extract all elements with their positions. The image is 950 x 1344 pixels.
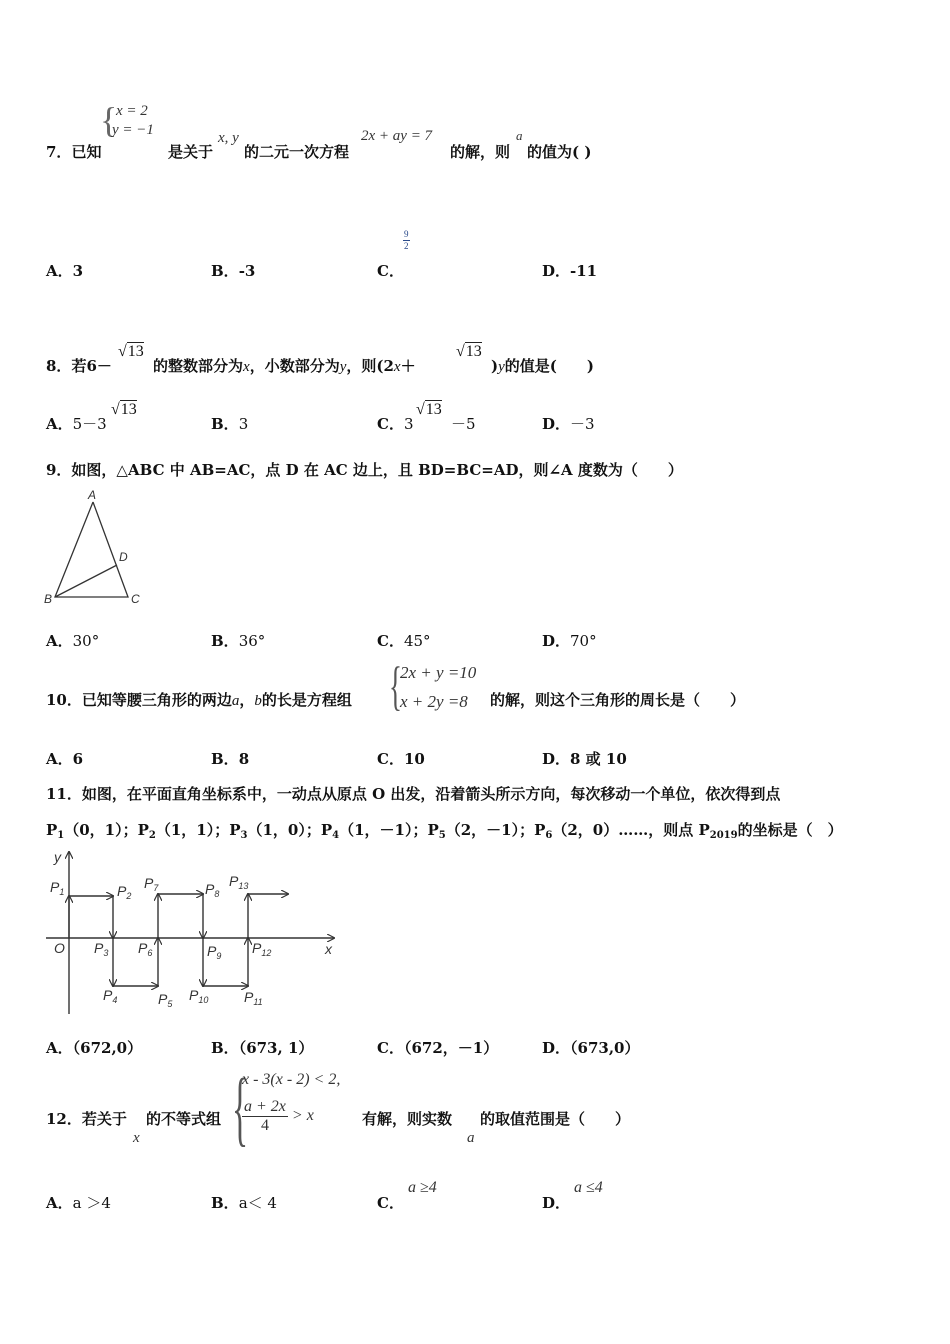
q11-label-p12: $P_{12}$ (252, 940, 272, 958)
q8-option-c[interactable] (377, 413, 414, 434)
q8-option-d[interactable] (542, 413, 595, 434)
q8-option-c-radicand: 13 (425, 401, 442, 418)
q12-option-d[interactable] (542, 1192, 570, 1213)
q9-option-b[interactable] (211, 630, 265, 651)
q7-system-line-2: y = −1 (112, 122, 154, 138)
q11-label-p6: $P_6$ (138, 940, 153, 958)
option-label: C． (377, 632, 404, 650)
q10-text-2: 的长是方程组 (261, 691, 352, 709)
q11-label-p5: $P_5$ (158, 991, 173, 1009)
q8-text-6: ) (491, 357, 499, 375)
q8-number: 8． (46, 357, 72, 375)
option-label: C． (377, 1194, 404, 1212)
q7-stem (46, 141, 101, 162)
option-label: D． (542, 1194, 571, 1212)
q7-var-a: a (516, 128, 523, 143)
q8-sqrt-2: √13 (456, 343, 482, 360)
q10-option-c[interactable] (377, 748, 425, 769)
q9-triangle-figure (40, 486, 150, 608)
q12-text-3: 有解，则实数 (362, 1110, 453, 1128)
q10-var-a: a (231, 693, 240, 709)
option-label: A． (46, 1194, 73, 1212)
q12-inequality-1: x - 3(x - 2) < 2, (242, 1071, 341, 1088)
q8-sqrt-1: √13 (118, 343, 144, 360)
q9-label-a: A (88, 488, 97, 502)
q11-point-1: $P_1(0$，1）； (46, 821, 138, 841)
option-label: D． (542, 415, 571, 433)
q9-triangle-edges (55, 502, 128, 597)
q7-text-1: 已知 (71, 143, 102, 161)
q11-label-x: x (325, 941, 332, 957)
q11-option-c[interactable] (377, 1037, 498, 1058)
option-value: 10 (403, 750, 425, 768)
q7-option-d[interactable] (542, 260, 597, 281)
option-label: C． (377, 1039, 404, 1057)
q8-text-3: ，小数部分为 (249, 357, 340, 375)
q9-option-a[interactable] (46, 630, 99, 651)
q12-fraction (242, 1098, 288, 1135)
q10-option-b[interactable] (211, 748, 249, 769)
option-value: 3 (403, 415, 414, 433)
q9-stem: 9．如图，△ABC 中 AB=AC，点 D 在 AC 边上，且 BD=BC=AD，则∠A 度数为（ ） (46, 461, 683, 479)
option-label: B． (211, 632, 239, 650)
q11-label-p10: $P_{10}$ (189, 987, 209, 1005)
q12-text-1: 12．若关于 (46, 1110, 127, 1128)
q8-var-y-2: y (498, 359, 505, 375)
q11-point-3: $P_3(1$，0）； (229, 821, 321, 841)
q8-text-7: 的值是( ) (504, 357, 594, 375)
q8-option-c-sqrt: √13 (416, 401, 442, 418)
q7-vars: x, y (218, 130, 239, 146)
option-value: 70° (570, 632, 597, 650)
option-value: （673, 1） (238, 1039, 314, 1057)
q11-label-y: y (54, 849, 61, 865)
option-value: （672,0） (72, 1039, 143, 1057)
option-value: 8 或 10 (570, 750, 627, 768)
option-value: -11 (570, 262, 598, 280)
option-value: 5－3 (72, 415, 107, 433)
q8-option-a[interactable] (46, 413, 107, 434)
q11-coordinate-figure (40, 846, 340, 1018)
q12-inequality-2 (242, 1098, 314, 1135)
q9-option-d[interactable] (542, 630, 597, 651)
q8-option-b[interactable] (211, 413, 248, 434)
q11-point-2: $P_2(1$，1）； (137, 821, 230, 841)
q7-option-c-fraction (403, 229, 410, 252)
q12-text-2: 的不等式组 (146, 1110, 222, 1128)
q10-system-line-2: x + 2y =8 (400, 692, 468, 711)
q7-option-c[interactable] (377, 260, 404, 281)
q11-point-2019: $P_{2019}$的坐标是（ ） (698, 821, 843, 841)
option-label: B． (211, 1039, 239, 1057)
q7-equation: 2x + ay = 7 (361, 128, 433, 144)
q12-option-a[interactable] (46, 1192, 111, 1213)
option-value: 3 (238, 415, 249, 433)
option-value: 8 (238, 750, 250, 768)
q11-point-5: $P_5(2$，－1）； (427, 821, 535, 841)
q12-option-d-value: a ≤4 (574, 1179, 603, 1196)
option-label: C． (377, 415, 404, 433)
q9-segment-bd (55, 565, 117, 597)
q9-label-b: B (44, 592, 53, 606)
option-value: -3 (238, 262, 256, 280)
q9-label-c: C (131, 592, 140, 606)
fraction-numerator: 9 (404, 229, 409, 239)
option-label: D． (542, 632, 571, 650)
q11-stem-line-1: 11．如图，在平面直角坐标系中，一动点从原点 O 出发，沿着箭头所示方向，每次移动一个单位，依次得到点 (46, 785, 781, 803)
option-label: B． (211, 1194, 239, 1212)
q11-option-d[interactable] (542, 1037, 640, 1058)
q11-option-b[interactable] (211, 1037, 313, 1058)
q11-label-p13: $P_{13}$ (229, 873, 249, 891)
q12-system-brace: { (232, 1062, 249, 1155)
q12-var-x: x (133, 1130, 140, 1146)
q7-option-a[interactable] (46, 260, 83, 281)
q7-system-line-1: x = 2 (116, 103, 148, 119)
option-value: a＜ 4 (238, 1194, 277, 1212)
q12-fraction-numerator: a + 2x (244, 1098, 286, 1115)
q10-text-3: 的解，则这个三角形的周长是（ ） (490, 691, 746, 709)
q8-stem-2 (153, 355, 416, 376)
q10-system-line-1: 2x + y =10 (400, 663, 477, 682)
option-value: 45° (403, 632, 431, 650)
q10-option-d[interactable] (542, 748, 627, 769)
q8-option-a-radicand: 13 (120, 401, 137, 418)
q8-option-a-sqrt: √13 (111, 401, 137, 418)
option-label: A． (46, 415, 73, 433)
q8-var-x: x (243, 359, 250, 375)
option-label: D． (542, 750, 571, 768)
q9-label-d: D (119, 550, 128, 564)
option-value: （672，－1） (403, 1039, 499, 1057)
q12-text-4: 的取值范围是（ ） (480, 1110, 631, 1128)
q11-label-p4: $P_4$ (103, 987, 118, 1005)
q10-var-b: b (254, 693, 262, 709)
q10-stem (46, 689, 352, 710)
q7-system-brace: { (100, 100, 118, 140)
q12-option-c[interactable] (377, 1192, 404, 1213)
option-value: 3 (72, 262, 84, 280)
q8-option-c-tail: －5 (451, 415, 476, 433)
q7-text-5: 的值为( ) (527, 143, 592, 161)
q11-label-p2: $P_2$ (117, 883, 132, 901)
q12-fraction-denominator: 4 (260, 1117, 269, 1134)
q11-label-origin: O (54, 940, 65, 956)
q8-text-2: 的整数部分为 (153, 357, 244, 375)
option-label: B． (211, 262, 239, 280)
q7-text-4: 的解，则 (450, 143, 511, 161)
q8-stem (46, 355, 112, 376)
q11-stem-line-2 (46, 819, 843, 841)
fraction-denominator: 2 (404, 241, 409, 251)
q11-label-p1: $P_1$ (50, 879, 65, 897)
option-label: B． (211, 750, 239, 768)
option-value: －3 (570, 415, 595, 433)
q8-var-x-2: x (393, 359, 401, 375)
option-value: a ＞4 (72, 1194, 111, 1212)
q11-label-p3: $P_3$ (94, 940, 109, 958)
option-label: A． (46, 262, 73, 280)
option-value: 6 (72, 750, 84, 768)
q9-option-c[interactable] (377, 630, 431, 651)
q8-sqrt-1-radicand: 13 (127, 343, 144, 360)
option-label: A． (46, 632, 73, 650)
q11-label-p8: $P_8$ (205, 881, 220, 899)
q7-number: 7． (46, 143, 72, 161)
q8-sqrt-2-radicand: 13 (465, 343, 482, 360)
q11-option-a[interactable] (46, 1037, 142, 1058)
q11-label-p7: $P_7$ (144, 875, 159, 893)
q7-option-b[interactable] (211, 260, 255, 281)
q8-text-1: 若6－ (71, 357, 112, 375)
q11-point-6: $P_6(2$，0）……，则点 (534, 821, 699, 841)
option-label: C． (377, 750, 404, 768)
option-value: 36° (238, 632, 266, 650)
q10-comma: ， (239, 691, 255, 709)
q7-text-3: 的二元一次方程 (244, 143, 350, 161)
q11-label-p9: $P_9$ (207, 943, 222, 961)
q10-text-1: 10．已知等腰三角形的两边 (46, 691, 232, 709)
option-label: C． (377, 262, 404, 280)
option-value: 30° (72, 632, 100, 650)
q11-label-p11: $P_{11}$ (244, 989, 263, 1007)
q12-option-c-value: a ≥4 (408, 1179, 437, 1196)
option-label: B． (211, 415, 239, 433)
option-label: A． (46, 750, 73, 768)
q8-text-5: ＋ (400, 357, 416, 375)
q11-point-4: $P_4(1$，－1）； (320, 821, 428, 841)
q7-text-2: 是关于 (168, 143, 214, 161)
q12-var-a: a (467, 1130, 475, 1146)
q12-inequality-2-rhs: > x (291, 1107, 314, 1125)
q8-var-y: y (339, 359, 347, 375)
option-label: D． (542, 262, 571, 280)
q10-system-brace: { (389, 656, 402, 716)
option-label: A． (46, 1039, 73, 1057)
q8-text-4: ，则(2 (346, 357, 394, 375)
option-label: D． (542, 1039, 571, 1057)
q8-stem-3 (491, 355, 594, 376)
q12-option-b[interactable] (211, 1192, 277, 1213)
option-value: （673,0） (570, 1039, 640, 1057)
q10-option-a[interactable] (46, 748, 83, 769)
